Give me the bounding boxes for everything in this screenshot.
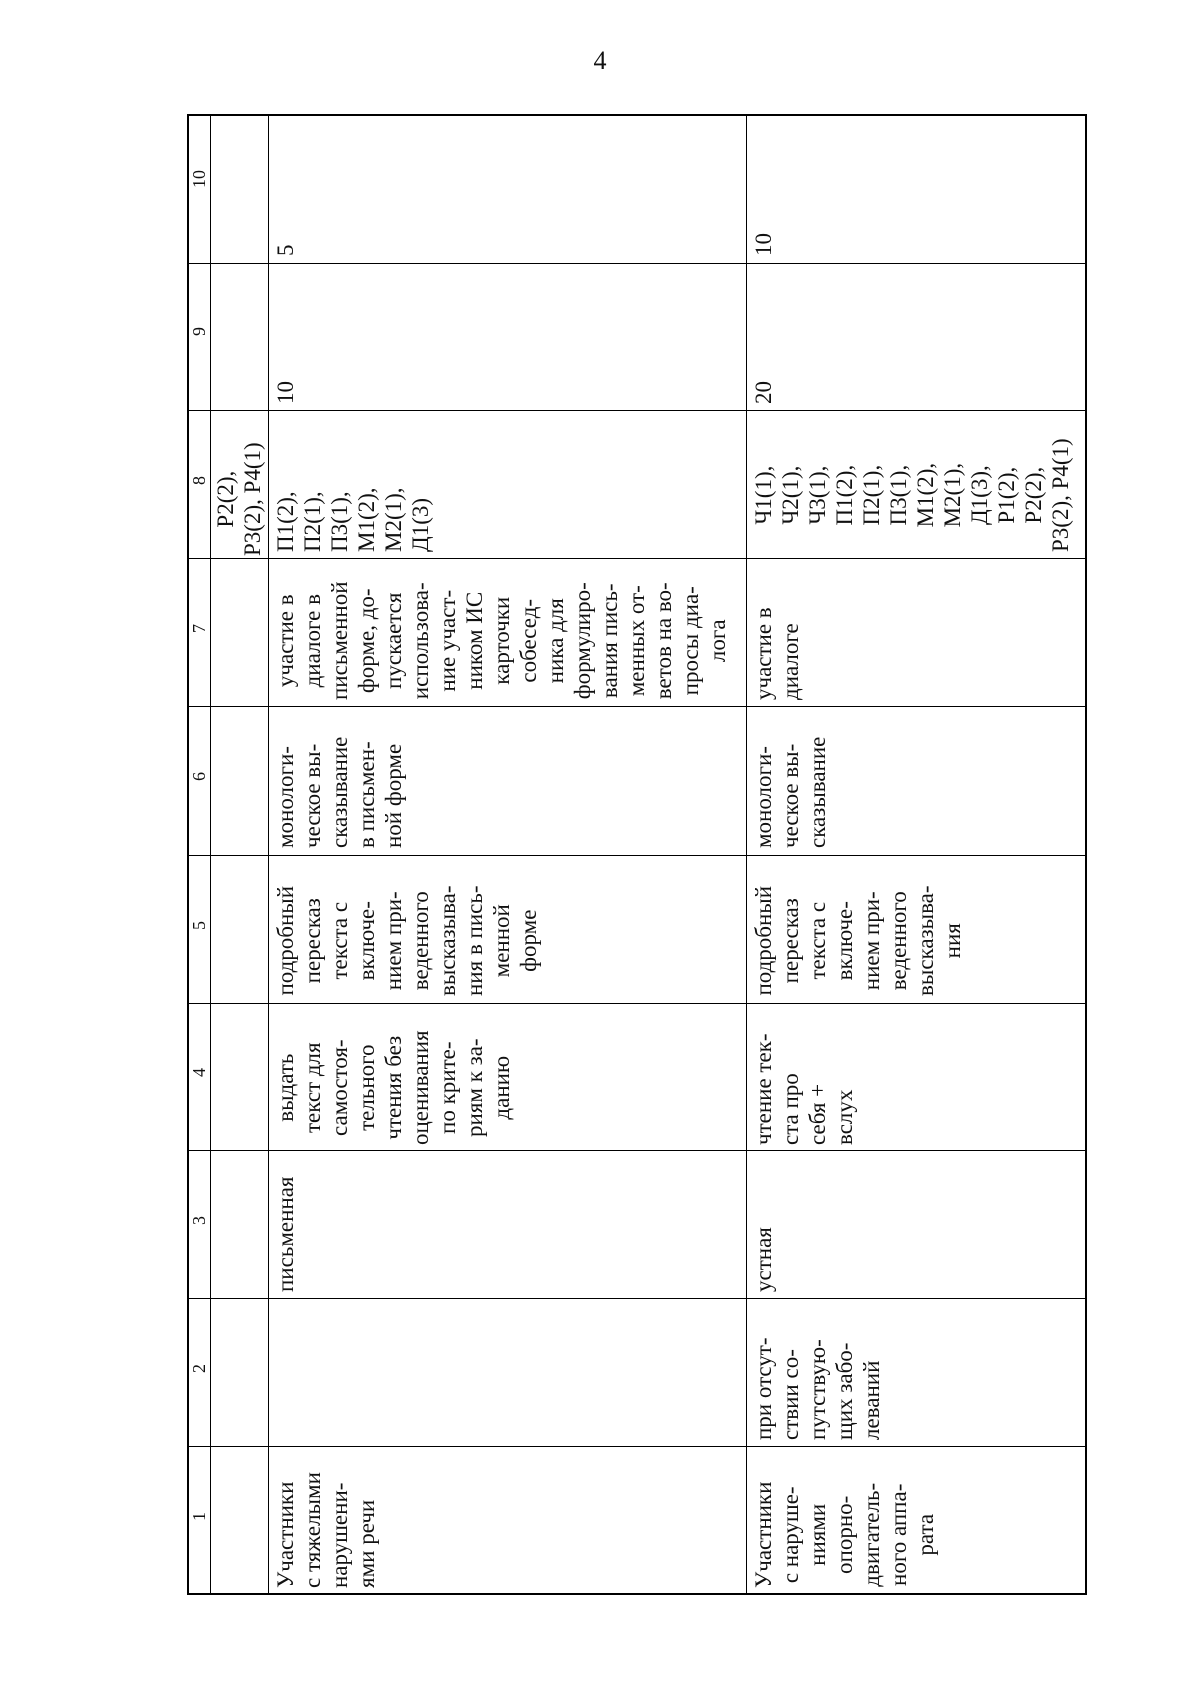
column-header-1: 1 xyxy=(189,1512,209,1521)
row1-reading-task: выдать текст для самостоя- тельного чтения без оценивания по крите- риям к за- данию xyxy=(273,1030,514,1145)
row1-retelling-task: подробный пересказ текста с включе- нием при- веденного высказыва- ния в пись- менной форме xyxy=(273,885,541,996)
column-header-9: 9 xyxy=(189,327,209,336)
row1-score-10: 5 xyxy=(273,244,298,256)
page-number: 4 xyxy=(593,46,607,75)
row2-dialogue-task: участие в диалоге xyxy=(751,607,803,700)
row2-monologue-task: монологи- ческое вы- сказывание xyxy=(751,736,830,848)
row1-dialogue-task: участие в диалоге в письменной форме, до- пускается использова- ние участ- ником ИС карточки собесед- ника для формулиро- вания пись- менных от- ветов на во- просы диа- лога xyxy=(273,581,730,700)
column-header-7: 7 xyxy=(189,624,209,633)
row2-condition: при отсут- ствии со- путствую- щих забо- леваний xyxy=(751,1337,884,1440)
row1-exam-form: письменная xyxy=(273,1176,298,1292)
row2-score-10: 10 xyxy=(751,233,776,256)
row2-reading-task: чтение тек- ста про себя + вслух xyxy=(751,1033,857,1145)
column-header-10: 10 xyxy=(189,170,209,188)
row2-criteria: Ч1(1), Ч2(1), Ч3(1), П1(2), П2(1), П3(1), М1(2), М2(1), Д1(3), Р1(2), Р2(2), Р3(2), Р4(1) xyxy=(751,438,1073,552)
row2-retelling-task: подробный пересказ текста с включе- нием при- веденного высказыва- ния xyxy=(751,885,965,996)
row1-score-9: 10 xyxy=(273,381,298,404)
row1-monologue-task: монологи- ческое вы- сказывание в письмен- ной форме xyxy=(273,736,406,848)
row1-criteria: П1(2), П2(1), П3(1), М1(2), М2(1), Д1(3) xyxy=(273,487,433,552)
row2-category: Участники с наруше- ниями опорно- двигатель- ного аппа- рата xyxy=(751,1481,938,1588)
continuation-cell-col8: Р2(2), Р3(2), Р4(1) xyxy=(213,442,265,556)
column-header-8: 8 xyxy=(189,476,209,485)
column-header-5: 5 xyxy=(189,921,209,930)
column-header-6: 6 xyxy=(189,772,209,781)
row2-score-9: 20 xyxy=(751,381,776,404)
row2-exam-form: устная xyxy=(751,1227,776,1292)
row1-category: Участники с тяжелыми нарушени- ями речи xyxy=(273,1472,379,1588)
column-header-2: 2 xyxy=(189,1364,209,1373)
column-header-4: 4 xyxy=(189,1068,209,1077)
column-header-3: 3 xyxy=(189,1216,209,1225)
